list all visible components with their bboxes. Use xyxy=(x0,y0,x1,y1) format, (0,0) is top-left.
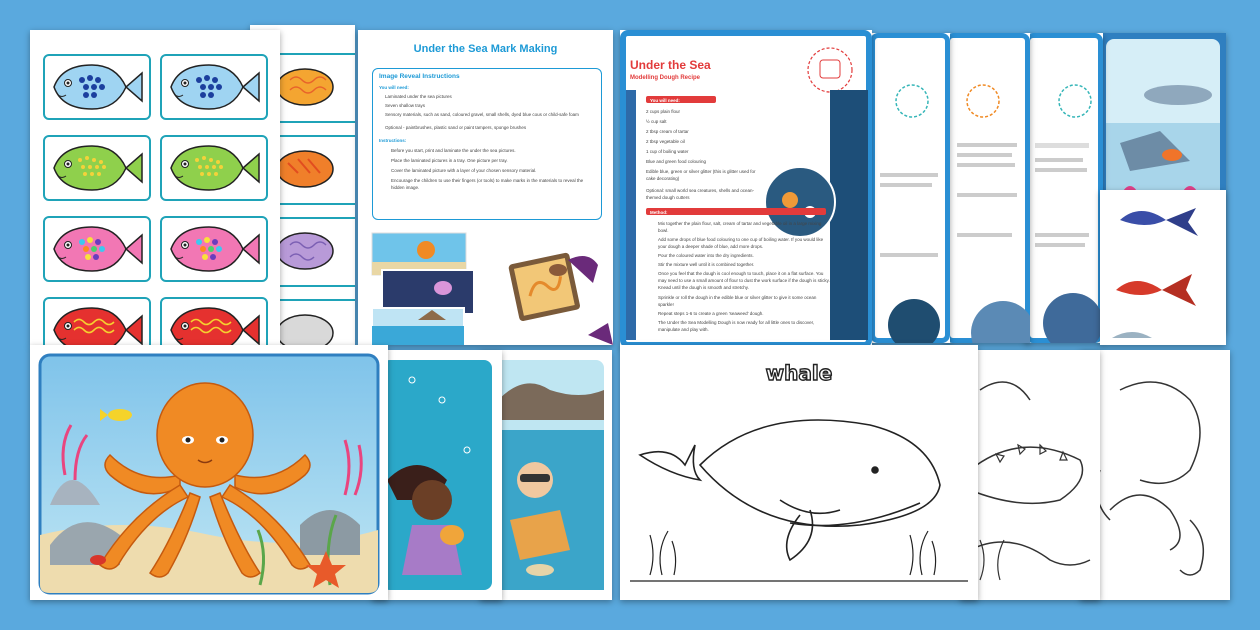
method-step: Repeat steps 1-6 to create a green 'seaweed' dough. xyxy=(658,311,764,316)
need-item: Laminated under the sea pictures xyxy=(385,94,452,99)
need-item: Optional - paintbrushes, plastic sand or paint tampers, sponge brushes xyxy=(385,125,527,130)
method-step: Sprinkle or roll the dough in the edible blue or silver glitter to give it some ocean sparkle! xyxy=(658,295,817,307)
method-step: Add some drops of blue food colouring to one cup of boiling water. If you would like your dough a deeper shade of blue, add more drops. xyxy=(658,237,824,249)
whale-title: whale xyxy=(765,361,833,385)
instruction-step: Place the laminated pictures in a tray. One picture per tray. xyxy=(391,158,508,163)
crate-icon xyxy=(967,85,999,117)
betta-fish-icon xyxy=(1116,281,1162,295)
urchin-coloring-sheet xyxy=(960,350,1100,600)
you-will-need-heading: You will need: xyxy=(650,98,680,103)
octopus-thumbnail-icon xyxy=(417,241,435,259)
jellyfish-thumbnail-icon xyxy=(434,281,452,295)
dolphin-icon xyxy=(1144,85,1212,105)
method-heading: Method: xyxy=(650,210,668,215)
instruction-step: Before you start, print and laminate the under the sea pictures. xyxy=(391,148,516,153)
ingredient: 2 tbsp cream of tartar xyxy=(646,129,689,134)
ingredient: 2 tbsp vegetable oil xyxy=(646,139,685,144)
whale-coloring-sheet xyxy=(620,345,978,600)
whale-outline-icon xyxy=(640,420,940,560)
method-step: Pour the coloured water into the dry ingredients. xyxy=(658,253,754,258)
you-will-need-heading: You will need: xyxy=(379,85,409,90)
ingredient: 2 cups plain flour xyxy=(646,109,681,114)
hand-tablet-icon xyxy=(508,252,581,322)
betta-fish-icon xyxy=(1120,211,1166,225)
mermaid-icon xyxy=(412,480,452,520)
method-step: Once you feel that the dough is cool enough to touch, place it on a flat surface. You may need to use a small amount of flour to dust the work surface if the dough is sticky. Knead until the dough is smooth and stretchy. xyxy=(658,271,830,290)
octopus-coloring-sheet xyxy=(1080,350,1230,600)
mark-making-title: Under the Sea Mark Making xyxy=(413,43,558,55)
sea-card-crate xyxy=(945,33,1030,343)
sea-card-teal xyxy=(1025,33,1103,343)
method-step: The Under the Sea Modelling Dough is now ready for all little ones to discover, manipulate and play with. xyxy=(658,320,815,332)
recipe-title: Under the Sea xyxy=(630,58,711,72)
betta-fish-sheet xyxy=(1100,190,1226,345)
ingredient: Blue and green food colouring xyxy=(646,159,707,164)
cup-icon xyxy=(808,48,852,92)
ingredient: Edible blue, green or silver glitter (this is glitter used for cake decorating) xyxy=(646,169,756,181)
need-item: Seven shallow trays xyxy=(385,103,426,108)
instructions-heading: Instructions: xyxy=(379,138,407,143)
ingredient: Optional: small world sea creatures, shells and ocean-themed dough cutters xyxy=(646,188,755,200)
crab-icon xyxy=(90,555,106,565)
recipe-sheet xyxy=(620,30,872,348)
sea-card-shell xyxy=(870,33,950,343)
cup-icon xyxy=(1059,85,1091,117)
sea-creature-outline-icon xyxy=(970,447,1083,503)
need-item: Sensory materials, such as sand, coloured gravel, small shells, dyed blue cous or child-safe foam xyxy=(385,112,579,117)
instructions-box-heading: Image Reveal Instructions xyxy=(379,73,460,80)
small-fish-icon xyxy=(108,409,132,421)
octopus-scene-card xyxy=(30,345,388,600)
shell-icon xyxy=(896,85,928,117)
ingredient: ½ cup salt xyxy=(646,119,667,124)
method-step: Stir the mixture well until it is combined together. xyxy=(658,262,755,267)
ingredient: 1 cup of boiling water xyxy=(646,149,689,154)
method-bar xyxy=(646,208,826,215)
clownfish-icon xyxy=(1162,149,1182,161)
fish-worksheet xyxy=(30,30,280,345)
mark-making-sheet xyxy=(358,30,613,345)
mermaid-card xyxy=(372,350,502,600)
method-step: Mix together the plain flour, salt, cream of tartar and vegetable oil in a large mixing bowl. xyxy=(658,221,822,233)
instruction-step: Cover the laminated picture with a layer of your chosen sensory material. xyxy=(391,168,537,173)
recipe-subtitle: Modelling Dough Recipe xyxy=(630,75,700,81)
instruction-step: Encourage the children to use their fingers (or tools) to make marks in the materials to reveal the hidden image. xyxy=(391,178,584,190)
octopus-outline-icon xyxy=(1120,382,1200,483)
